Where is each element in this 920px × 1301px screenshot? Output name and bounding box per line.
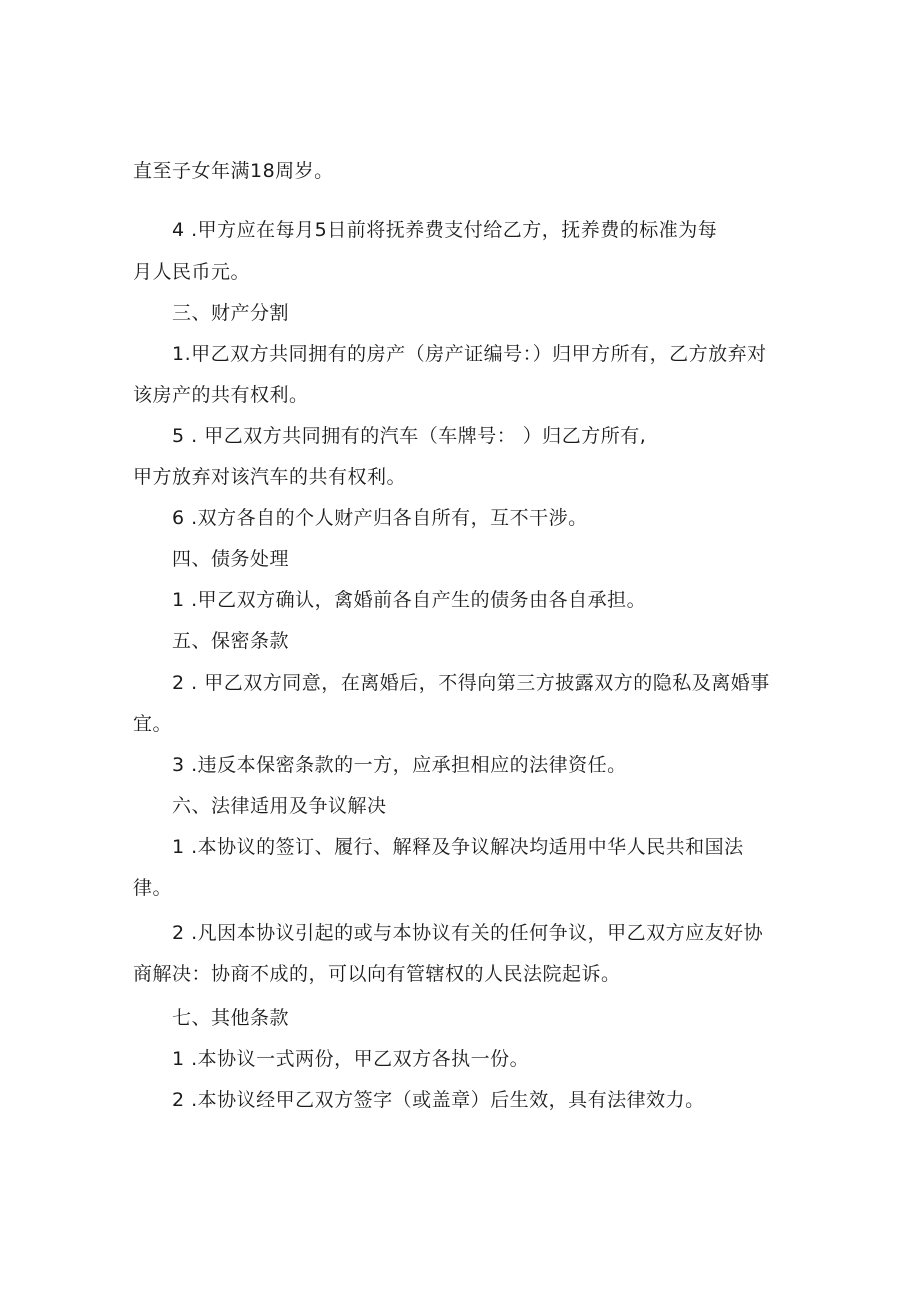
section-heading: 五、保密条款 [172,630,290,652]
section-heading: 七、其他条款 [172,1007,290,1029]
paragraph-line: 6 .双方各自的个人财产归各自所有，互不干涉。 [172,507,588,529]
section-heading: 三、财产分割 [172,302,290,324]
paragraph-line: 2 .凡因本协议引起的或与本协议有关的任何争议，甲乙双方应友好协 [172,922,764,944]
paragraph-line: 月人民币元。 [133,261,251,283]
paragraph-line: 宜。 [133,713,173,735]
paragraph-line: 1 .甲乙双方确认，禽婚前各自产生的债务由各自承担。 [172,589,647,611]
paragraph-line: 1 .本协议一式两份，甲乙双方各执一份。 [172,1048,530,1070]
paragraph-line: 该房产的共有权利。 [133,384,309,406]
section-heading: 四、债务处理 [172,548,290,570]
section-heading: 六、法律适用及争议解决 [172,795,387,817]
paragraph-line: 2 .本协议经甲乙双方签字（或盖章）后生效，具有法律效力。 [172,1089,705,1111]
paragraph-line: 5 . 甲乙双方共同拥有的汽车（车牌号： ）归乙方所有, [172,425,647,447]
paragraph-line: 直至子女年满18周岁。 [133,160,334,182]
paragraph-line: 2 . 甲乙双方同意，在离婚后，不得向第三方披露双方的隐私及离婚事 [172,672,770,694]
paragraph-line: 商解决：协商不成的，可以向有管辖权的人民法院起诉。 [133,963,621,985]
paragraph-line: 3 .违反本保密条款的一方，应承担相应的法律资任。 [172,754,627,776]
paragraph-line: 律。 [133,877,173,899]
paragraph-line: 1.甲乙双方共同拥有的房产（房产证编号：）归甲方所有，乙方放弃对 [172,343,767,365]
paragraph-line: 甲方放弃对该汽车的共有权利。 [133,466,407,488]
paragraph-line: 1 .本协议的签订、履行、解释及争议解决均适用中华人民共和国法 [172,836,744,858]
paragraph-line: 4 .甲方应在每月5日前将抚养费支付给乙方，抚养费的标准为每 [172,219,718,241]
